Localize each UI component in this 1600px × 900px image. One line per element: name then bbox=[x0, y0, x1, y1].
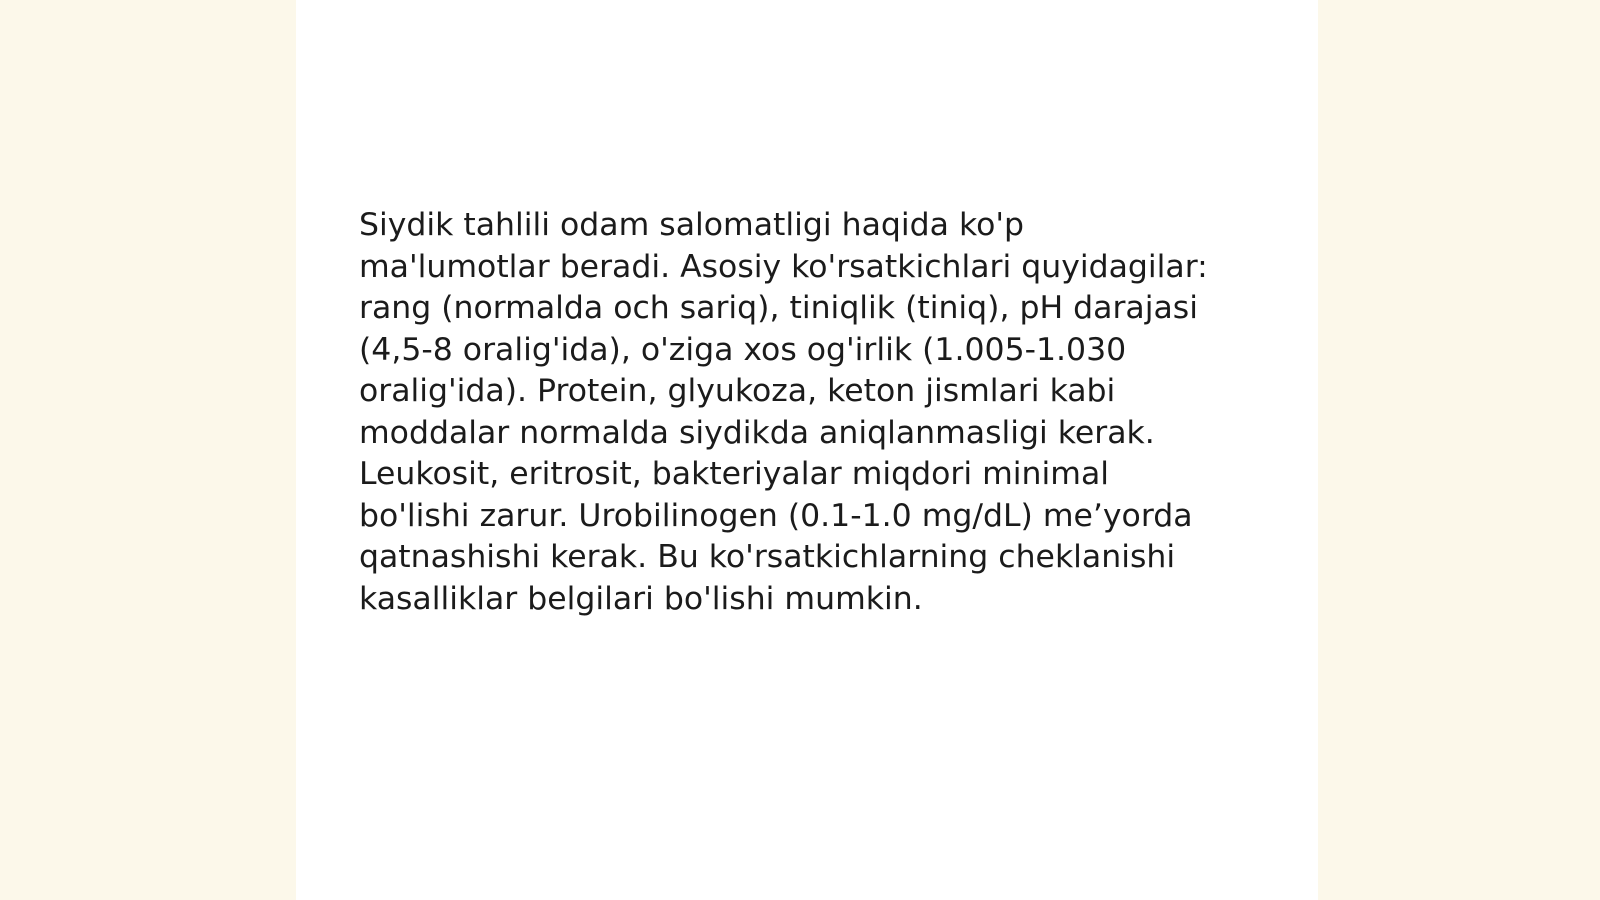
paragraph-line: rang (normalda och sariq), tiniqlik (tiniq), pH darajasi bbox=[359, 290, 1198, 326]
paragraph-line: oralig'ida). Protein, glyukoza, keton jismlari kabi bbox=[359, 373, 1116, 409]
right-margin-panel bbox=[1318, 0, 1600, 900]
paragraph-line: Siydik tahlili odam salomatligi haqida ko'p bbox=[359, 207, 1025, 243]
paragraph-line: Leukosit, eritrosit, bakteriyalar miqdori minimal bbox=[359, 456, 1110, 492]
paragraph-line: ma'lumotlar beradi. Asosiy ko'rsatkichlari quyidagilar: bbox=[359, 248, 1208, 285]
paragraph-line: bo'lishi zarur. Urobilinogen (0.1-1.0 mg/dL) me’yorda bbox=[359, 497, 1193, 534]
left-margin-panel bbox=[0, 0, 296, 900]
paragraph-line: (4,5-8 oralig'ida), o'ziga xos og'irlik (1.005-1.030 bbox=[359, 331, 1127, 368]
paragraph-line: moddalar normalda siydikda aniqlanmasligi kerak. bbox=[359, 414, 1155, 451]
paragraph-line: kasalliklar belgilari bo'lishi mumkin. bbox=[359, 580, 923, 617]
document-page bbox=[296, 0, 1318, 900]
body-paragraph bbox=[359, 205, 1239, 620]
paragraph-line: qatnashishi kerak. Bu ko'rsatkichlarning cheklanishi bbox=[359, 539, 1176, 575]
